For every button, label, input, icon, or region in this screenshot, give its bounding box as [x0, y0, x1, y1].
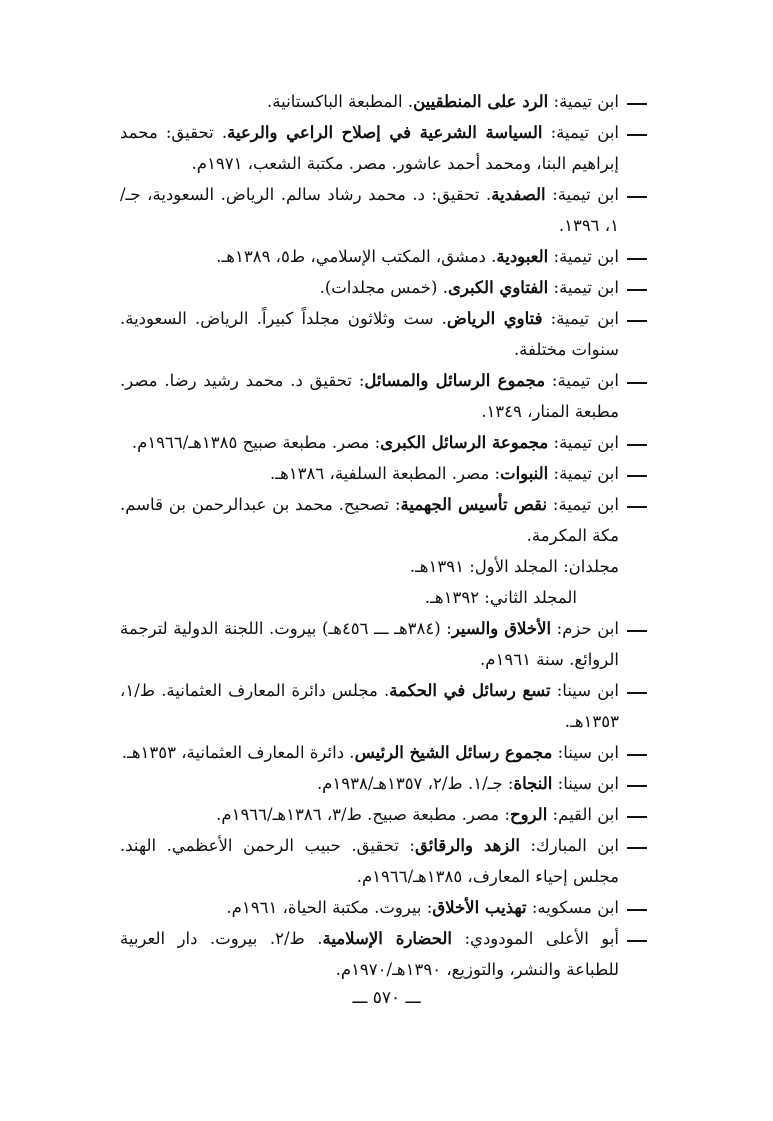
entry-dash: [627, 258, 647, 260]
entry-details: : جـ/١. ط/٢، ١٣٥٧هـ/١٩٣٨م.: [316, 774, 514, 793]
entry-details: . دمشق، المكتب الإسلامي، ط٥، ١٣٨٩هـ.: [216, 247, 497, 266]
bibliography-subline: المجلد الثاني: ١٣٩٢هـ.: [424, 588, 577, 607]
bibliography-entry: [120, 737, 647, 768]
entry-title: فتاوي الرياض: [446, 309, 543, 328]
bibliography-entry: [120, 923, 647, 985]
bibliography-entry: [120, 117, 647, 179]
entry-author: ابن تيمية:: [548, 433, 619, 452]
bibliography-subline: مجلدان: المجلد الأول: ١٣٩١هـ.: [409, 557, 619, 576]
entry-author: ابن سينا:: [550, 681, 619, 700]
bibliography-entry: [120, 768, 647, 799]
entry-title: الأخلاق والسير: [451, 619, 552, 638]
entry-details: . دائرة المعارف العثمانية، ١٣٥٣هـ.: [121, 743, 355, 762]
entry-author: ابن تيمية:: [542, 309, 619, 328]
bibliography-entry: [120, 365, 647, 427]
entry-details: : تصحيح. محمد بن عبدالرحمن بن قاسم. مكة المكرمة.: [120, 495, 619, 545]
entry-details: . (خمس مجلدات).: [319, 278, 448, 297]
entry-dash: [627, 816, 647, 818]
entry-dash: [627, 382, 647, 384]
entry-details: . ست وثلاثون مجلداً كبيراً. الرياض. السعودية. سنوات مختلفة.: [120, 309, 619, 359]
entry-author: ابن تيمية:: [548, 464, 619, 483]
entry-author: ابن سينا:: [552, 743, 619, 762]
entry-details: : تحقيق. حبيب الرحمن الأعظمي. الهند. مجلس إحياء المعارف، ١٣٨٥هـ/١٩٦٦م.: [120, 836, 619, 886]
entry-title: السياسة الشرعية في إصلاح الراعي والرعية: [227, 123, 543, 142]
entry-author: ابن تيمية:: [545, 185, 619, 204]
entry-author: ابن تيمية:: [548, 247, 619, 266]
bibliography-entry: [120, 179, 647, 241]
entry-details: : بيروت. مكتبة الحياة، ١٩٦١م.: [226, 898, 433, 917]
bibliography-entry: [120, 272, 647, 303]
entry-author: ابن القيم:: [547, 805, 619, 824]
entry-details: : مصر. مطبعة صبيح. ط/٣، ١٣٨٦هـ/١٩٦٦م.: [216, 805, 510, 824]
entry-author: ابن سينا:: [552, 774, 619, 793]
entry-dash: [627, 134, 647, 136]
bibliography-entry: [120, 241, 647, 272]
entry-title: نقص تأسيس الجهمية: [400, 495, 548, 514]
bibliography-entry: [120, 86, 647, 117]
entry-title: الصفدية: [491, 185, 546, 204]
entry-author: ابن تيمية:: [547, 495, 619, 514]
entry-details: : مصر. المطبعة السلفية، ١٣٨٦هـ.: [270, 464, 501, 483]
entry-title: الرد على المنطقيين: [413, 92, 549, 111]
entry-author: ابن تيمية:: [545, 371, 619, 390]
entry-title: تسع رسائل في الحكمة: [389, 681, 551, 700]
entry-title: مجموعة الرسائل الكبرى: [380, 433, 549, 452]
bibliography-entry: [120, 303, 647, 365]
entry-dash: [627, 103, 647, 105]
entry-author: ابن حزم:: [551, 619, 620, 638]
entry-details: : مصر. مطبعة صبيح ١٣٨٥هـ/١٩٦٦م.: [131, 433, 381, 452]
entry-title: النجاة: [513, 774, 553, 793]
bibliography-entry: [120, 427, 647, 458]
bibliography-entry: [120, 799, 647, 830]
entry-dash: [627, 785, 647, 787]
entry-details: . تحقيق: د. محمد رشاد سالم. الرياض. السعودية، جـ/١، ١٣٩٦.: [120, 185, 619, 235]
entry-title: الروح: [509, 805, 548, 824]
entry-title: مجموع رسائل الشيخ الرئيس: [354, 743, 553, 762]
entry-dash: [627, 909, 647, 911]
entry-title: الزهد والرقائق: [414, 836, 520, 855]
bibliography-entry: [120, 489, 647, 551]
entry-details: : تحقيق د. محمد رشيد رضا. مصر. مطبعة المنار، ١٣٤٩.: [120, 371, 619, 421]
page-number: ـــ ٥٧٠ ـــ: [352, 988, 421, 1008]
bibliography-entry: [120, 458, 647, 489]
entry-dash: [627, 320, 647, 322]
entry-dash: [627, 692, 647, 694]
entry-dash: [627, 506, 647, 508]
entry-dash: [627, 444, 647, 446]
entry-author: ابن تيمية:: [548, 278, 619, 297]
entry-author: أبو الأعلى المودودي:: [452, 929, 619, 948]
entry-dash: [627, 289, 647, 291]
entry-author: ابن مسكويه:: [526, 898, 619, 917]
entry-title: تهذيب الأخلاق: [432, 898, 527, 917]
entry-author: ابن المبارك:: [520, 836, 619, 855]
entry-dash: [627, 847, 647, 849]
entry-details: : (٣٨٤هـ ـــ ٤٥٦هـ) بيروت. اللجنة الدولية لترجمة الروائع. سنة ١٩٦١م.: [120, 619, 619, 669]
bibliography-list: [120, 86, 647, 985]
entry-details: . تحقيق: محمد إبراهيم البنا، ومحمد أحمد عاشور. مصر. مكتبة الشعب، ١٩٧١م.: [120, 123, 619, 173]
entry-details: . المطبعة الباكستانية.: [267, 92, 414, 111]
bibliography-entry: [120, 675, 647, 737]
entry-title: العبودية: [496, 247, 549, 266]
entry-title: الفتاوي الكبرى: [447, 278, 549, 297]
bibliography-entry: [120, 613, 647, 675]
entry-author: ابن تيمية:: [542, 123, 619, 142]
entry-title: مجموع الرسائل والمسائل: [364, 371, 546, 390]
entry-details: . مجلس دائرة المعارف العثمانية. ط/١، ١٣٥٣هـ.: [120, 681, 619, 731]
entry-dash: [627, 940, 647, 942]
entry-author: ابن تيمية:: [548, 92, 619, 111]
bibliography-entry: [120, 830, 647, 892]
entry-dash: [627, 754, 647, 756]
entry-title: الحضارة الإسلامية: [322, 929, 453, 948]
bibliography-entry: [120, 892, 647, 923]
entry-title: النبوات: [500, 464, 549, 483]
entry-dash: [627, 196, 647, 198]
entry-dash: [627, 475, 647, 477]
entry-dash: [627, 630, 647, 632]
entry-details: . ط/٢. بيروت. دار العربية للطباعة والنشر، والتوزيع، ١٣٩٠هـ/١٩٧٠م.: [120, 929, 619, 979]
